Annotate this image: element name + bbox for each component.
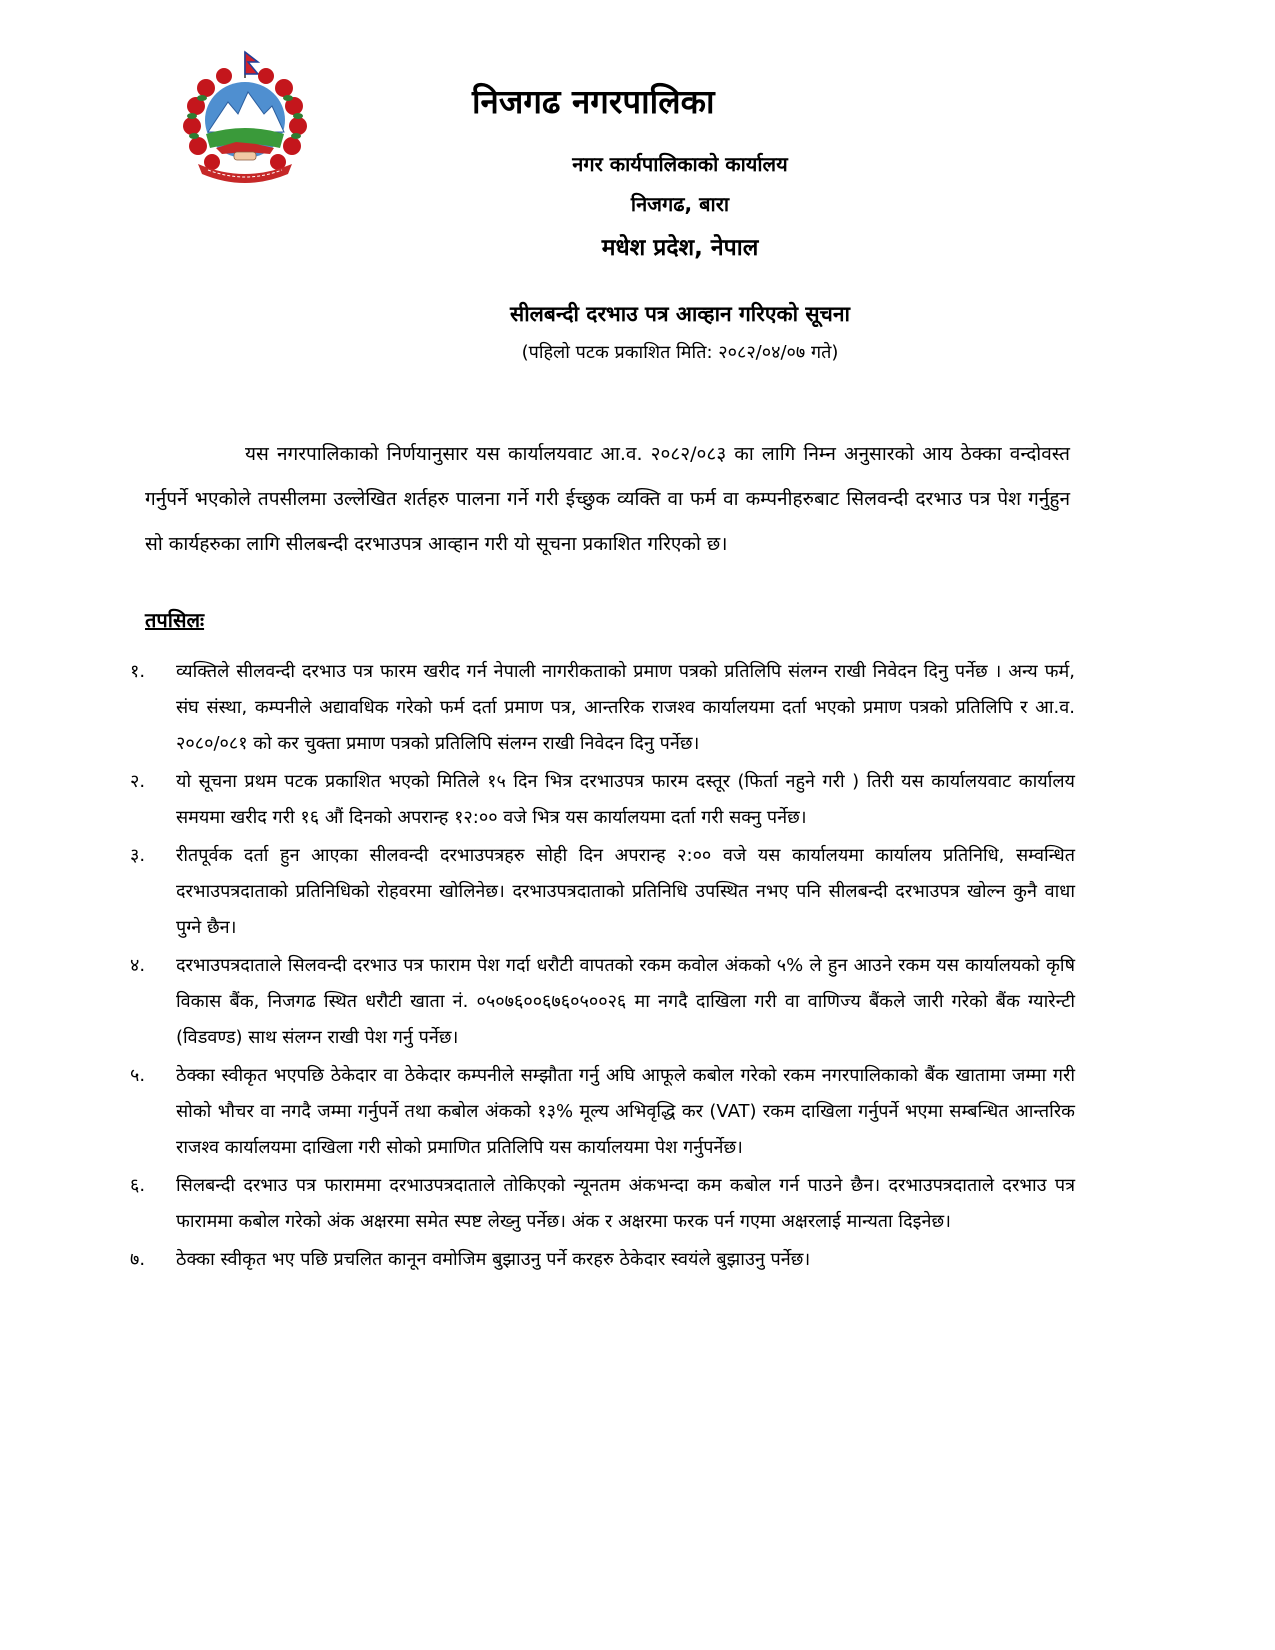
list-item-text: ठेक्का स्वीकृत भए पछि प्रचलित कानून वमोजिम बुझाउनु पर्ने करहरु ठेकेदार स्वयंले बुझाउनु पर्नेछ। xyxy=(176,1249,811,1270)
nepal-government-emblem-icon xyxy=(176,48,314,186)
list-item xyxy=(130,764,1075,836)
list-item-number: ३. xyxy=(130,845,146,866)
list-item xyxy=(130,838,1075,946)
list-item-text: दरभाउपत्रदाताले सिलवन्दी दरभाउ पत्र फाराम पेश गर्दा धरौटी वापतको रकम कवोल अंकको ५% ले हुन आउने रकम यस कार्यालयको कृषि विकास बैंक, निजगढ स्थित धरौटी खाता नं. ०५०७६००६७६०५००२६ मा नगदै दाखिला गरी वा वाणिज्य बैंकले जारी गरेको बैंक ग्यारेन्टी (विडवण्ड) साथ संलग्न राखी पेश गर्नु पर्नेछ। xyxy=(176,955,1075,1048)
list-item-text: यो सूचना प्रथम पटक प्रकाशित भएको मितिले १५ दिन भित्र दरभाउपत्र फारम दस्तूर (फिर्ता नहुने गरी ) तिरी यस कार्यालयवाट कार्यालय समयमा खरीद गरी १६ औं दिनको अपरान्ह १२:०० वजे भित्र यस कार्यालयमा दर्ता गरी सक्नु पर्नेछ। xyxy=(176,771,1075,828)
notice-title: सीलबन्दी दरभाउ पत्र आव्हान गरिएको सूचना xyxy=(510,302,850,326)
list-item-number: ७. xyxy=(130,1249,146,1270)
list-item-text: व्यक्तिले सीलवन्दी दरभाउ पत्र फारम खरीद गर्न नेपाली नागरीकताको प्रमाण पत्रको प्रतिलिपि संलग्न राखी निवेदन दिनु पर्नेछ । अन्य फर्म, संघ संस्था, कम्पनीले अद्यावधिक गरेको फर्म दर्ता प्रमाण पत्र, आन्तरिक राजश्व कार्यालयमा दर्ता भएको प्रमाण पत्रको प्रतिलिपि र आ.व. २०८०/०८१ को कर चुक्ता प्रमाण पत्रको प्रतिलिपि संलग्न राखी निवेदन दिनु पर्नेछ। xyxy=(176,661,1075,754)
list-item xyxy=(130,948,1075,1056)
list-item xyxy=(130,1168,1075,1240)
province-country: मधेश प्रदेश, नेपाल xyxy=(601,235,759,261)
notice-publish-date: (पहिलो पटक प्रकाशित मिति: २०८२/०४/०७ गते) xyxy=(521,342,839,363)
org-name: निजगढ नगरपालिका xyxy=(472,82,715,121)
list-item xyxy=(130,654,1075,762)
intro-paragraph: यस नगरपालिकाको निर्णयानुसार यस कार्यालयवाट आ.व. २०८२/०८३ का लागि निम्न अनुसारको आय ठेक्का वन्दोवस्त गर्नुपर्ने भएकोले तपसीलमा उल्लेखित शर्तहरु पालना गर्ने गरी ईच्छुक व्यक्ति वा फर्म वा कम्पनीहरुबाट सिलवन्दी दरभाउ पत्र पेश गर्नुहुन सो कार्यहरुका लागि सीलबन्दी दरभाउपत्र आव्हान गरी यो सूचना प्रकाशित गरिएको छ। xyxy=(145,443,1070,555)
office-location: निजगढ, बारा xyxy=(630,192,730,216)
section-heading-tapsil: तपसिलः xyxy=(145,608,205,632)
list-item-number: ६. xyxy=(130,1175,146,1196)
office-name: नगर कार्यपालिकाको कार्यालय xyxy=(572,152,788,176)
list-item xyxy=(130,1242,1075,1278)
list-item-number: ४. xyxy=(130,955,146,976)
list-item-number: २. xyxy=(130,771,146,792)
conditions-list xyxy=(130,654,1075,1278)
list-item xyxy=(130,1058,1075,1166)
list-item-text: सिलबन्दी दरभाउ पत्र फाराममा दरभाउपत्रदाताले तोकिएको न्यूनतम अंकभन्दा कम कबोल गर्न पाउने छैन। दरभाउपत्रदाताले दरभाउ पत्र फाराममा कबोल गरेको अंक अक्षरमा समेत स्पष्ट लेख्नु पर्नेछ। अंक र अक्षरमा फरक पर्न गएमा अक्षरलाई मान्यता दिइनेछ। xyxy=(176,1175,1075,1232)
list-item-text: रीतपूर्वक दर्ता हुन आएका सीलवन्दी दरभाउपत्रहरु सोही दिन अपरान्ह २:०० वजे यस कार्यालयमा कार्यालय प्रतिनिधि, सम्वन्धित दरभाउपत्रदाताको प्रतिनिधिको रोहवरमा खोलिनेछ। दरभाउपत्रदाताको प्रतिनिधि उपस्थित नभए पनि सीलबन्दी दरभाउपत्र खोल्न कुनै वाधा पुग्ने छैन। xyxy=(176,845,1075,938)
list-item-text: ठेक्का स्वीकृत भएपछि ठेकेदार वा ठेकेदार कम्पनीले सम्झौता गर्नु अघि आफूले कबोल गरेको रकम नगरपालिकाको बैंक खातामा जम्मा गरी सोको भौचर वा नगदै जम्मा गर्नुपर्ने तथा कबोल अंकको १३% मूल्य अभिवृद्धि कर (VAT) रकम दाखिला गर्नुपर्ने भएमा सम्बन्धित आन्तरिक राजश्व कार्यालयमा दाखिला गरी सोको प्रमाणित प्रतिलिपि यस कार्यालयमा पेश गर्नुपर्नेछ। xyxy=(176,1065,1075,1158)
list-item-number: ५. xyxy=(130,1065,146,1086)
list-item-number: १. xyxy=(130,661,146,682)
